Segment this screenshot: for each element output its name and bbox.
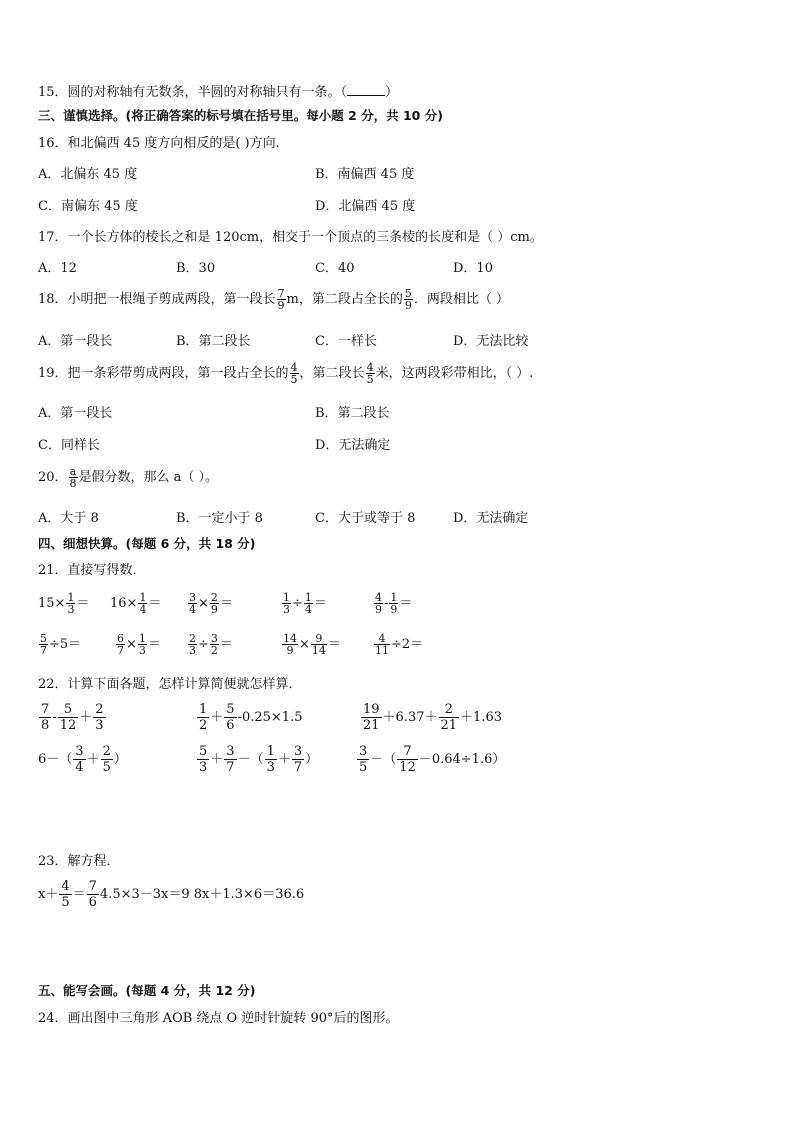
fraction: $\frac{a}{8}$	[69, 465, 77, 490]
q18-option-d: D．无法比较	[453, 334, 529, 349]
q21-item: $\frac{2}{3}$ ÷ $\frac{3}{2}$ ＝	[189, 632, 233, 657]
question-19-stem: 19．把一条彩带剪成两段，第一段占全长的 $\frac{4}{5}$ ，第二段长 $\frac{4}{5}$ 米，这两段彩带相比，（ ）.	[38, 361, 534, 386]
q18-option-b: B．第二段长	[176, 334, 251, 349]
section-5-title: 五、能写会画。(每题 4 分，共 12 分)	[38, 983, 256, 998]
q16-option-a: A．北偏东 45 度	[38, 167, 138, 182]
fraction: $\frac{5}{9}$	[404, 287, 412, 312]
q22-expression: $\frac{7}{8}$ - $\frac{5}{12}$ ＋ $\frac{2}{3}$	[41, 702, 104, 733]
q18-option-c: C．一样长	[315, 334, 377, 349]
q19-option-d: D．无法确定	[315, 438, 391, 453]
q22-expression: $\frac{5}{3}$ ＋ $\frac{3}{7}$ －（ $\frac{1}{3}$ ＋ $\frac{3}{7}$ ）	[199, 744, 319, 775]
section-3-title: 三、谨慎选择。(将正确答案的标号填在括号里。每小题 2 分，共 10 分)	[38, 108, 443, 123]
q17-option-c: C．40	[315, 261, 355, 276]
question-15: 15．圆的对称轴有无数条，半圆的对称轴只有一条。（ ）	[38, 85, 399, 100]
q16-option-c: C．南偏东 45 度	[38, 199, 138, 214]
q21-item: 15× $\frac{1}{3}$ ＝	[38, 591, 90, 616]
q22-expression: $\frac{19}{21}$ ＋6.37＋ $\frac{2}{21}$ ＋1.63	[363, 702, 502, 733]
q21-item: $\frac{4}{9}$ - $\frac{1}{9}$ ＝	[375, 591, 413, 616]
section-4-title: 四、细想快算。(每题 6 分，共 18 分)	[38, 536, 256, 551]
q19-option-a: A．第一段长	[38, 406, 113, 421]
answer-blank	[347, 84, 385, 96]
q15-text: 15．圆的对称轴有无数条，半圆的对称轴只有一条。（	[38, 85, 348, 100]
q20-option-d: D．无法确定	[453, 511, 529, 526]
q22-expression: $\frac{3}{5}$ －（ $\frac{7}{12}$ －0.64÷1.6）	[359, 744, 506, 775]
fraction: $\frac{4}{5}$	[366, 361, 374, 386]
q21-item: $\frac{5}{7}$ ÷5＝	[40, 632, 82, 657]
q18-option-a: A．第一段长	[38, 334, 113, 349]
q20-option-b: B．一定小于 8	[176, 511, 263, 526]
q21-item: $\frac{4}{11}$ ÷2＝	[375, 632, 424, 657]
q17-option-b: B．30	[176, 261, 216, 276]
q21-item: 16× $\frac{1}{4}$ ＝	[110, 591, 162, 616]
q19-option-c: C．同样长	[38, 438, 100, 453]
q23-equations: x＋ $\frac{4}{5}$ ＝ $\frac{7}{6}$ 4.5×3－3x＝9 8x＋1.3×6＝36.6	[38, 879, 305, 910]
q17-option-d: D．10	[453, 261, 493, 276]
question-22-stem: 22．计算下面各题，怎样计算简便就怎样算．	[38, 677, 302, 692]
q22-expression: $\frac{1}{2}$ ＋ $\frac{5}{6}$ -0.25×1.5	[199, 702, 303, 733]
q16-option-b: B．南偏西 45 度	[315, 167, 415, 182]
q17-option-a: A．12	[38, 261, 77, 276]
q19-option-b: B．第二段长	[315, 406, 390, 421]
question-16-stem: 16．和北偏西 45 度方向相反的是( )方向.	[38, 136, 280, 151]
q20-option-c: C．大于或等于 8	[315, 511, 416, 526]
q20-option-a: A．大于 8	[38, 511, 99, 526]
q21-item: $\frac{1}{3}$ ÷ $\frac{1}{4}$ ＝	[283, 591, 327, 616]
question-23-stem: 23．解方程．	[38, 854, 120, 869]
fraction: $\frac{4}{5}$	[290, 361, 298, 386]
q22-expression: 6－（ $\frac{3}{4}$ ＋ $\frac{2}{5}$ ）	[38, 744, 127, 775]
q16-option-d: D．北偏西 45 度	[315, 199, 416, 214]
q21-item: $\frac{14}{9}$ × $\frac{9}{14}$ ＝	[283, 632, 341, 657]
fraction: $\frac{7}{9}$	[277, 287, 285, 312]
question-17-stem: 17．一个长方体的棱长之和是 120cm，相交于一个顶点的三条棱的长度和是（ ）cm。	[38, 230, 543, 245]
question-20-stem: 20． $\frac{a}{8}$ 是假分数，那么 a（ ）。	[38, 465, 219, 490]
question-24: 24．画出图中三角形 AOB 绕点 O 逆时针旋转 90°后的图形。	[38, 1011, 399, 1026]
question-21-stem: 21．直接写得数．	[38, 563, 146, 578]
q21-item: $\frac{6}{7}$ × $\frac{1}{3}$ ＝	[117, 632, 161, 657]
question-18-stem: 18．小明把一根绳子剪成两段，第一段长 $\frac{7}{9}$ m，第二段占全长的 $\frac{5}{9}$ ．两段相比（ ）	[38, 287, 510, 312]
q21-item: $\frac{3}{4}$ × $\frac{2}{9}$ ＝	[189, 591, 233, 616]
